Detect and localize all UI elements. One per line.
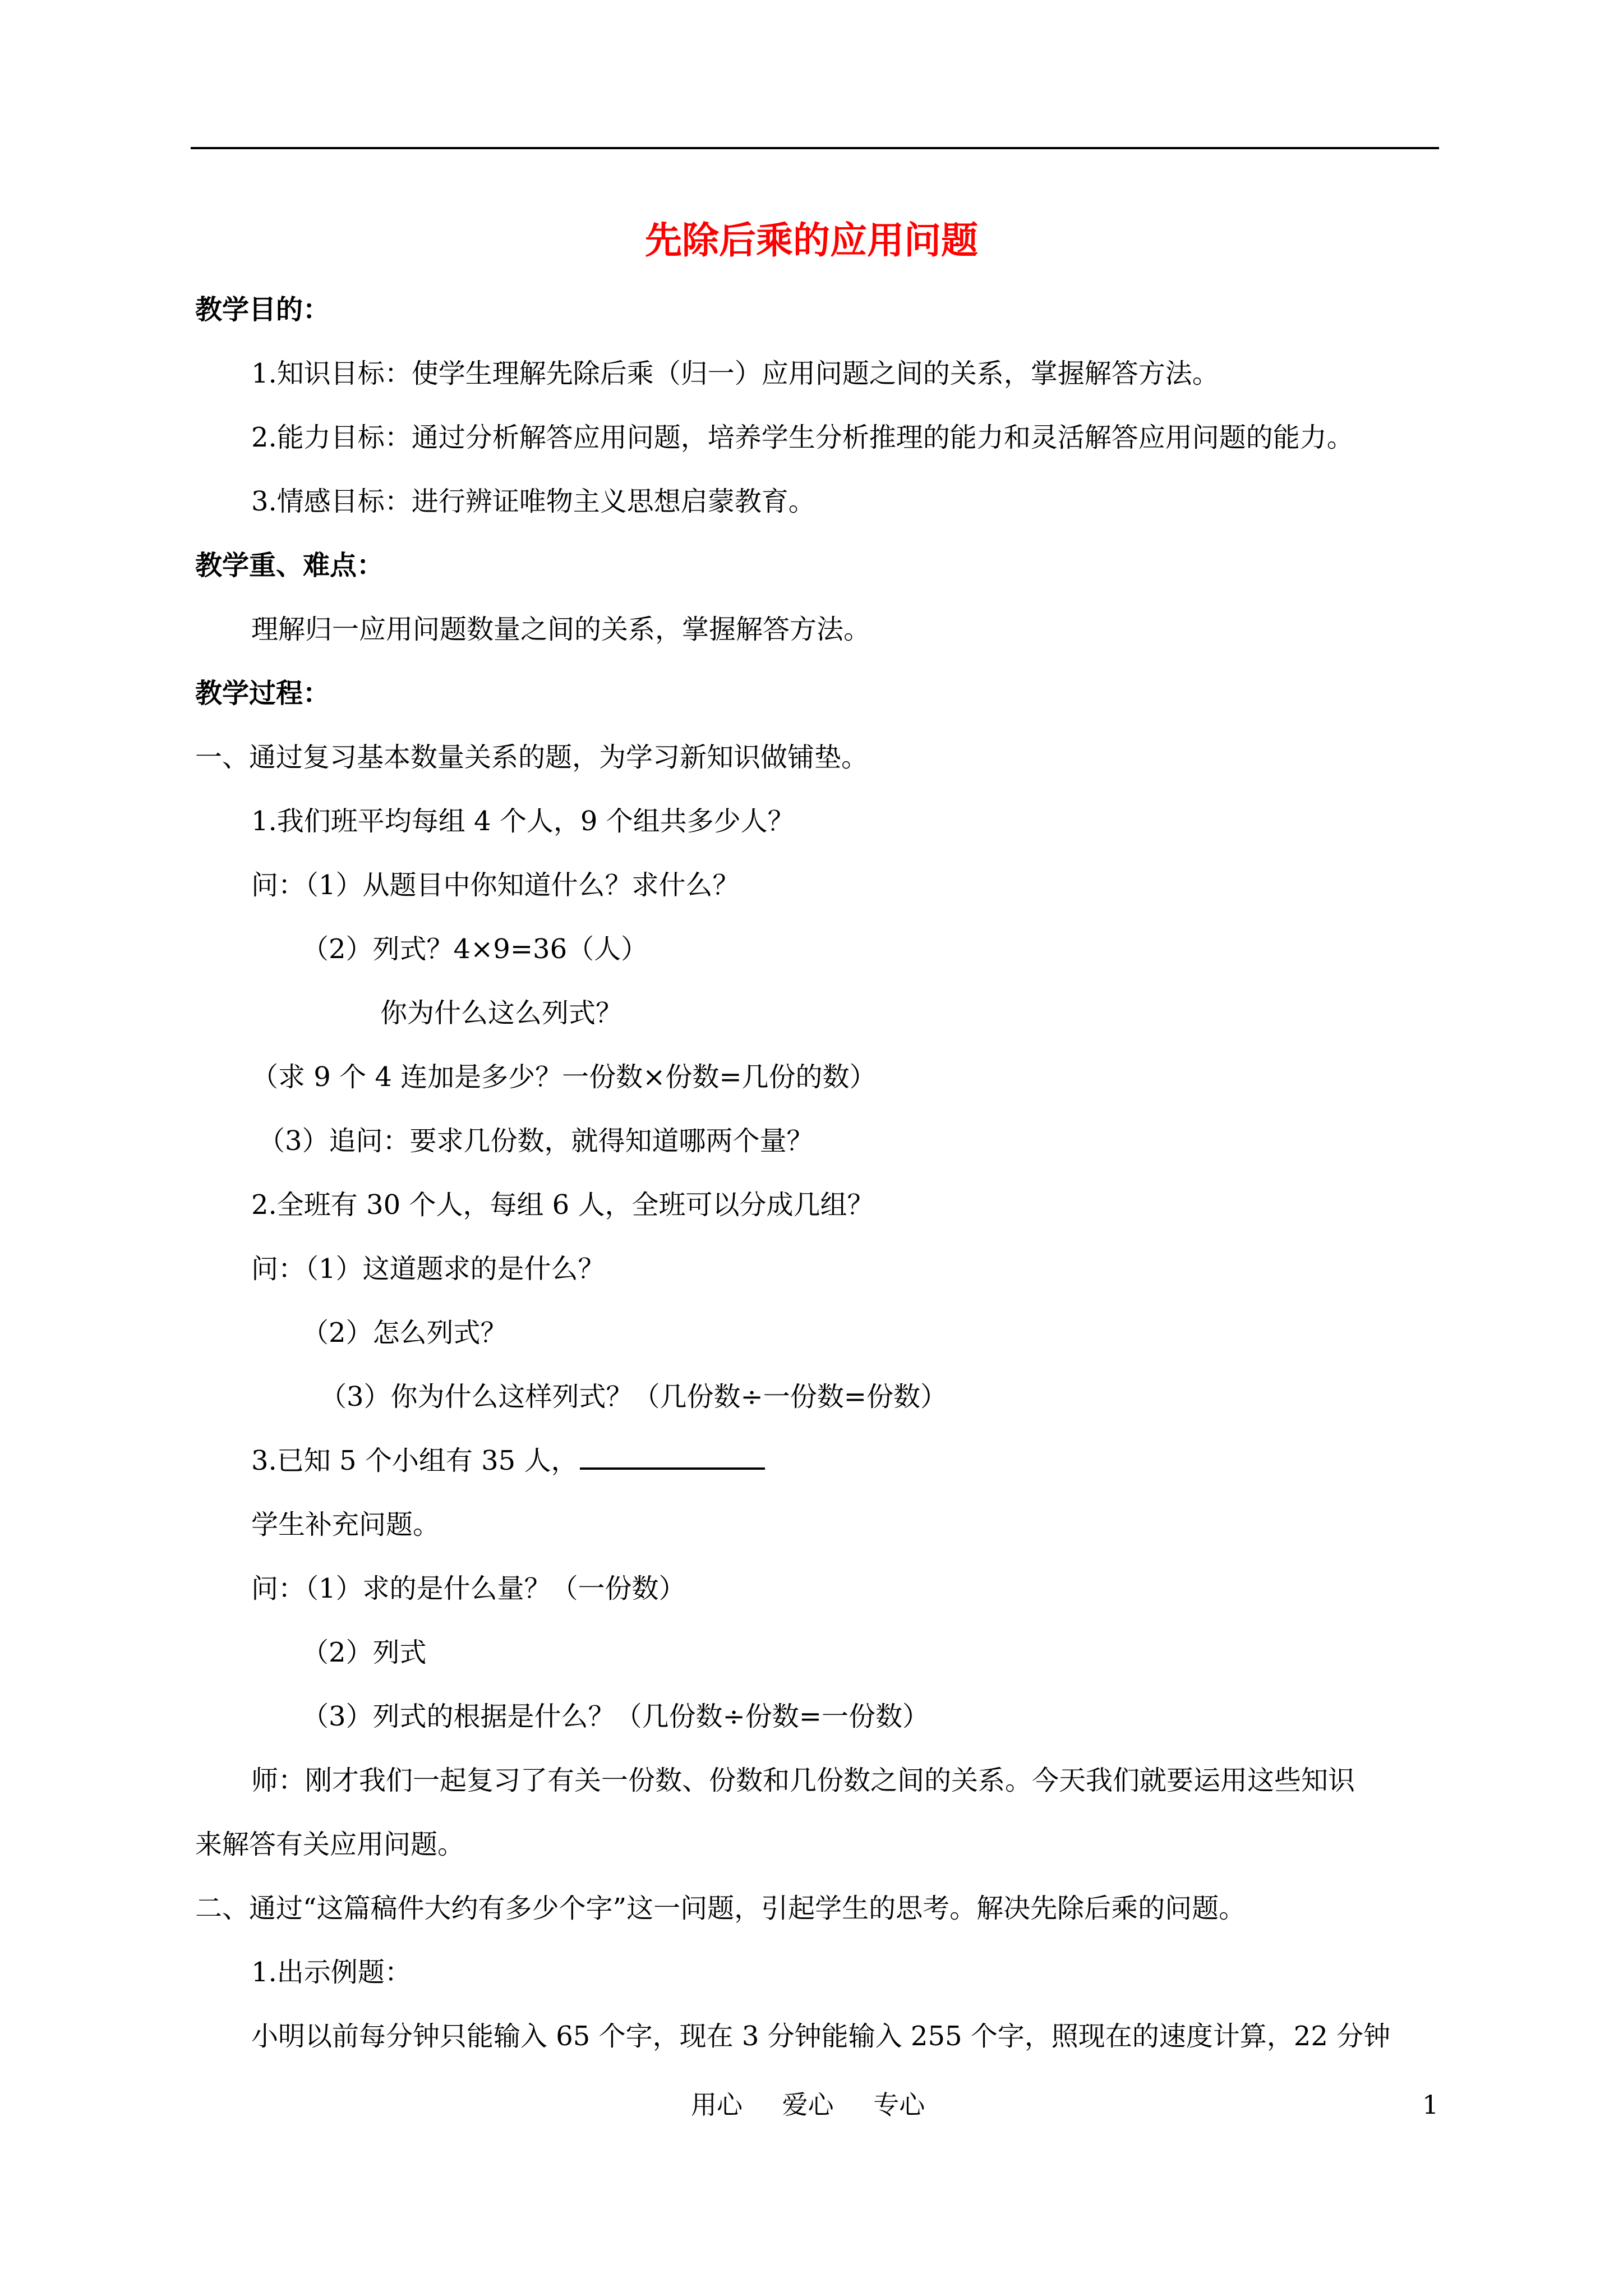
document-title: 先除后乘的应用问题 xyxy=(645,218,978,262)
paragraph-line: （3）列式的根据是什么？（几份数÷份数=一份数） xyxy=(302,1701,929,1732)
paragraph-line: 问：（1）这道题求的是什么？ xyxy=(251,1253,605,1285)
paragraph-line: 师：刚才我们一起复习了有关一份数、份数和几份数之间的关系。今天我们就要运用这些知识 xyxy=(251,1765,1355,1796)
paragraph-line: 3.情感目标：进行辨证唯物主义思想启蒙教育。 xyxy=(251,486,815,517)
footer-motto-word: 用心 xyxy=(691,2090,743,2120)
page-number: 1 xyxy=(1422,2090,1439,2120)
paragraph-line: 理解归一应用问题数量之间的关系，掌握解答方法。 xyxy=(251,614,871,645)
footer-motto-word: 专心 xyxy=(873,2090,925,2120)
paragraph-line: （2）列式 xyxy=(302,1637,427,1668)
paragraph-line: 1.出示例题： xyxy=(251,1957,412,1988)
section-heading-process: 教学过程： xyxy=(195,678,330,709)
paragraph-line: 1.我们班平均每组 4 个人，9 个组共多少人？ xyxy=(251,806,795,837)
paragraph-line: 2.全班有 30 个人，每组 6 人，全班可以分成几组？ xyxy=(251,1189,874,1221)
paragraph-line: 学生补充问题。 xyxy=(251,1509,440,1540)
footer-motto-word: 爱心 xyxy=(782,2090,834,2120)
paragraph-line-with-blank xyxy=(251,1438,765,1483)
paragraph-line: （2）列式？4×9=36（人） xyxy=(302,933,648,965)
paragraph-line: 问：（1）求的是什么量？（一份数） xyxy=(251,1573,686,1604)
paragraph-text: 3.已知 5 个小组有 35 人， xyxy=(251,1445,578,1476)
paragraph-line: 一、通过复习基本数量关系的题，为学习新知识做铺垫。 xyxy=(195,742,869,773)
paragraph-line: （求 9 个 4 连加是多少？一份数×份数=几份的数） xyxy=(251,1061,877,1093)
paragraph-line: 问：（1）从题目中你知道什么？求什么？ xyxy=(251,869,740,901)
paragraph-line: 你为什么这么列式？ xyxy=(380,997,623,1029)
paragraph-line: 来解答有关应用问题。 xyxy=(195,1829,465,1860)
section-heading-key-points: 教学重、难点： xyxy=(195,550,384,581)
footer-motto xyxy=(675,2082,940,2127)
paragraph-line: 1.知识目标：使学生理解先除后乘（归一）应用问题之间的关系，掌握解答方法。 xyxy=(251,358,1219,389)
section-heading-objectives: 教学目的： xyxy=(195,294,330,325)
paragraph-line: 二、通过“这篇稿件大约有多少个字”这一问题，引起学生的思考。解决先除后乘的问题。 xyxy=(195,1893,1246,1924)
fill-in-blank xyxy=(580,1467,765,1470)
paragraph-line: 2.能力目标：通过分析解答应用问题，培养学生分析推理的能力和灵活解答应用问题的能力。 xyxy=(251,422,1354,453)
paragraph-line: （3）追问：要求几份数，就得知道哪两个量？ xyxy=(258,1125,814,1157)
paragraph-line: （3）你为什么这样列式？（几份数÷一份数=份数） xyxy=(320,1381,947,1412)
header-rule xyxy=(191,147,1439,149)
paragraph-line: （2）怎么列式？ xyxy=(302,1317,508,1349)
paragraph-line: 小明以前每分钟只能输入 65 个字，现在 3 分钟能输入 255 个字，照现在的速度计算，22 分钟 xyxy=(251,2021,1391,2052)
